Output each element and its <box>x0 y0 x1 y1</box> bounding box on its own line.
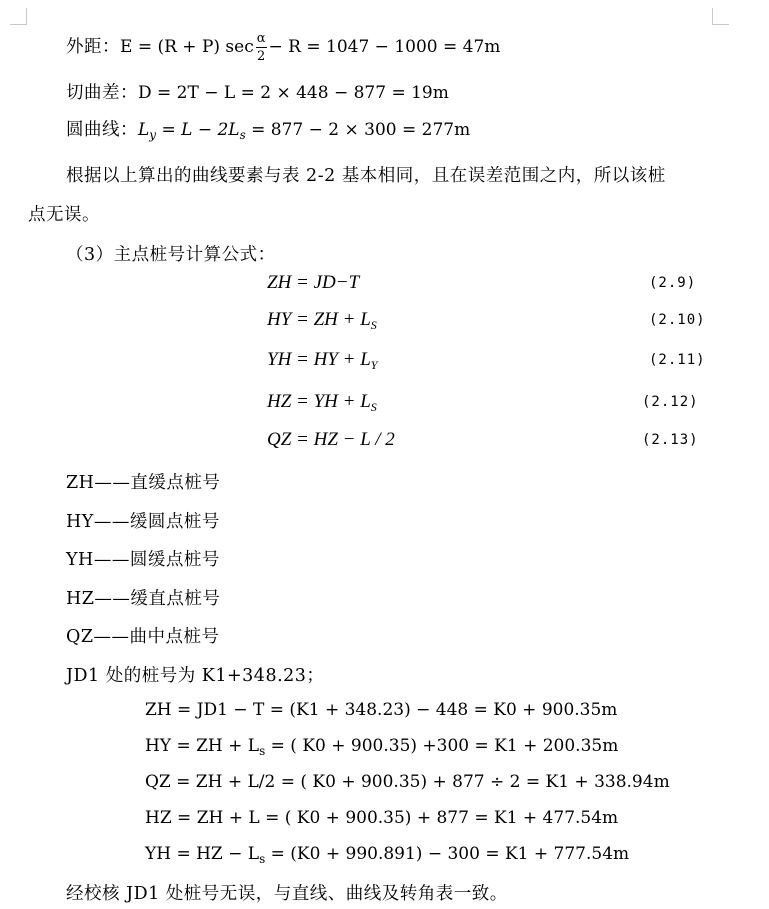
formula-hz-sub: S <box>370 400 377 414</box>
formula-number-2-11: (2.11) <box>649 352 706 368</box>
calculation-yh <box>145 844 629 866</box>
calculation-zh <box>145 700 617 720</box>
jd1-station-statement: JD1 处的桩号为 K1+348.23； <box>66 666 325 686</box>
calculation-zh-text: ZH = JD1 − T = (K1 + 348.23) − 448 = K0 + 900.35m <box>145 700 618 720</box>
formula-number-2-9: (2.9) <box>649 275 697 291</box>
formula-yh <box>267 349 377 373</box>
definition-hz: HZ——缓直点桩号 <box>66 589 221 609</box>
definition-zh: ZH——直缓点桩号 <box>66 473 221 493</box>
page-corner-mark-right <box>712 8 729 25</box>
formula-yh-sub: Y <box>370 358 378 372</box>
half-alpha-fraction <box>256 32 267 63</box>
definition-hy: HY——缓圆点桩号 <box>66 512 220 532</box>
outer-distance-rhs: − R = 1047 − 1000 = 47m <box>268 37 501 57</box>
definition-qz: QZ——曲中点桩号 <box>66 627 220 647</box>
formula-hz <box>267 391 377 415</box>
calculation-hz-text: HZ = ZH + L = ( K0 + 900.35) + 877 = K1 + 477.54m <box>145 808 619 828</box>
fraction-denominator: 2 <box>256 49 266 64</box>
page-corner-mark-left <box>10 8 27 25</box>
calculation-hy-tail: = ( K0 + 900.35) +300 = K1 + 200.35m <box>265 736 619 756</box>
calculation-hy-sub: s <box>259 744 266 758</box>
tangent-curve-difference-body: D = 2T − L = 2 × 448 − 877 = 19m <box>138 83 449 103</box>
outer-distance-label: 外距： <box>66 37 120 57</box>
formula-hy-text: HY = ZH + L <box>267 309 371 330</box>
paragraph-line-1: 根据以上算出的曲线要素与表 2-2 基本相同，且在误差范围之内，所以该桩 <box>66 166 666 186</box>
circular-curve-l-sub: y <box>149 128 157 142</box>
fraction-numerator: α <box>256 31 266 46</box>
tangent-curve-difference-label: 切曲差： <box>66 83 138 103</box>
formula-zh <box>267 272 359 294</box>
formula-number-2-13: (2.13) <box>642 432 699 448</box>
calculation-yh-text: YH = HZ − L <box>145 844 260 864</box>
paragraph-line-2: 点无误。 <box>28 205 100 225</box>
formula-hy <box>267 309 377 333</box>
circular-curve-mid: = L − 2L <box>156 120 240 140</box>
calculation-qz <box>145 772 670 792</box>
section-heading: （3）主点桩号计算公式： <box>66 245 276 265</box>
calculation-yh-sub: s <box>259 852 266 866</box>
formula-number-2-10: (2.10) <box>649 312 706 328</box>
calculation-hz <box>145 808 618 828</box>
formula-number-2-12: (2.12) <box>642 394 699 410</box>
outer-distance-equation <box>66 32 500 63</box>
circular-curve-mid-sub: s <box>239 128 246 142</box>
formula-yh-text: YH = HY + L <box>267 349 371 370</box>
circular-curve-label: 圆曲线： <box>66 120 138 140</box>
tangent-curve-difference-equation <box>66 79 449 104</box>
conclusion: 经校核 JD1 处桩号无误，与直线、曲线及转角表一致。 <box>66 884 508 904</box>
circular-curve-l: L <box>138 120 150 140</box>
calculation-hy <box>145 736 618 758</box>
calculation-hy-text: HY = ZH + L <box>145 736 260 756</box>
circular-curve-equation <box>66 116 470 142</box>
circular-curve-result: = 877 − 2 × 300 = 277m <box>245 120 471 140</box>
formula-qz-text: QZ = HZ − L / 2 <box>267 429 395 450</box>
outer-distance-lhs: E = (R + P) sec <box>120 37 254 57</box>
formula-qz <box>267 429 395 451</box>
formula-zh-text: ZH = JD−T <box>267 272 360 293</box>
formula-hy-sub: S <box>370 318 377 332</box>
definition-yh: YH——圆缓点桩号 <box>66 550 220 570</box>
calculation-qz-text: QZ = ZH + L/2 = ( K0 + 900.35) + 877 ÷ 2 = K1 + 338.94m <box>145 772 670 792</box>
calculation-yh-tail: = (K0 + 990.891) − 300 = K1 + 777.54m <box>265 844 630 864</box>
formula-hz-text: HZ = YH + L <box>267 391 371 412</box>
